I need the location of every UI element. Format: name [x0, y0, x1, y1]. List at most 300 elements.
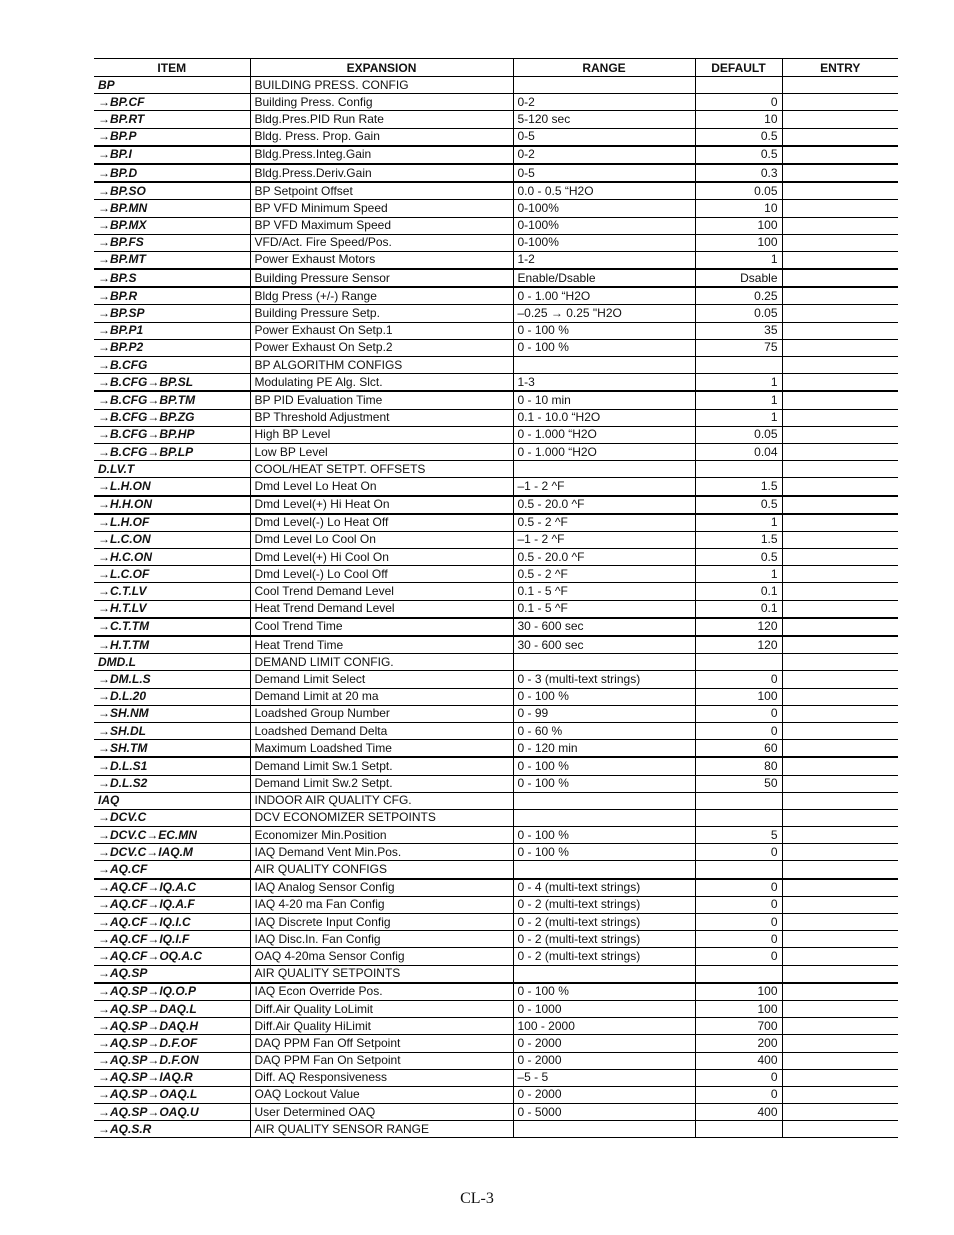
cell-entry[interactable]: [782, 409, 898, 426]
cell-expansion: IAQ Discrete Input Config: [250, 914, 513, 931]
cell-entry[interactable]: [782, 391, 898, 409]
table-row: [94, 965, 898, 983]
cell-item: →D.L.20: [94, 688, 250, 705]
cell-default: 1.5: [695, 531, 782, 548]
cell-expansion: Demand Limit Sw.2 Setpt.: [250, 775, 513, 792]
cell-item: →BP.P1: [94, 322, 250, 339]
cell-item: →AQ.CF→IQ.A.F: [94, 896, 250, 913]
cell-item: →B.CFG→BP.SL: [94, 374, 250, 392]
table-row: [94, 443, 898, 460]
cell-default: [695, 809, 782, 826]
table-row: [94, 1121, 898, 1138]
table-row: [94, 496, 898, 514]
cell-range: 0-100%: [513, 234, 695, 251]
cell-range: 0 - 100 %: [513, 757, 695, 775]
cell-range: 30 - 600 sec: [513, 636, 695, 654]
cell-entry[interactable]: [782, 426, 898, 443]
cell-item: →DM.L.S: [94, 671, 250, 688]
table-row: [94, 583, 898, 600]
cell-item: →H.T.TM: [94, 636, 250, 654]
cell-range: [513, 357, 695, 374]
cell-item: →AQ.CF→IQ.A.C: [94, 879, 250, 897]
cell-entry[interactable]: [782, 1018, 898, 1035]
cell-default: 5: [695, 827, 782, 844]
cell-entry[interactable]: [782, 792, 898, 809]
cell-expansion: BP Threshold Adjustment: [250, 409, 513, 426]
cell-entry[interactable]: [782, 566, 898, 583]
cell-range: 0 - 100 %: [513, 844, 695, 861]
cell-default: 120: [695, 636, 782, 654]
cell-entry[interactable]: [782, 618, 898, 636]
cell-range: 0-100%: [513, 200, 695, 217]
cell-expansion: Building Pressure Sensor: [250, 269, 513, 287]
cell-expansion: IAQ Demand Vent Min.Pos.: [250, 844, 513, 861]
cell-entry[interactable]: [782, 844, 898, 861]
cell-default: [695, 461, 782, 478]
cell-default: 100: [695, 217, 782, 234]
cell-range: Enable/Dsable: [513, 269, 695, 287]
cell-range: 0 - 120 min: [513, 740, 695, 758]
cell-item: →BP.S: [94, 269, 250, 287]
cell-default: 0: [695, 1086, 782, 1103]
cell-expansion: Dmd Level Lo Cool On: [250, 531, 513, 548]
cell-entry[interactable]: [782, 128, 898, 146]
cell-expansion: Demand Limit Select: [250, 671, 513, 688]
cell-entry[interactable]: [782, 164, 898, 182]
cell-expansion: COOL/HEAT SETPT. OFFSETS: [250, 461, 513, 478]
cell-entry[interactable]: [782, 443, 898, 460]
cell-entry[interactable]: [782, 514, 898, 532]
cell-entry[interactable]: [782, 77, 898, 94]
cell-default: [695, 357, 782, 374]
cell-entry[interactable]: [782, 269, 898, 287]
cell-entry[interactable]: [782, 200, 898, 217]
cell-expansion: Power Exhaust On Setp.2: [250, 339, 513, 356]
cell-expansion: Bldg. Press. Prop. Gain: [250, 128, 513, 146]
cell-expansion: Building Press. Config: [250, 94, 513, 111]
table-row: [94, 896, 898, 913]
cell-default: 0: [695, 705, 782, 722]
cell-entry[interactable]: [782, 461, 898, 478]
cell-default: 0: [695, 879, 782, 897]
cell-item: →B.CFG→BP.ZG: [94, 409, 250, 426]
page-number: CL-3: [460, 1190, 494, 1207]
table-row: [94, 809, 898, 826]
cell-range: 0 - 1.00 “H2O: [513, 287, 695, 305]
table-row: [94, 217, 898, 234]
cell-expansion: Bldg.Press.Deriv.Gain: [250, 164, 513, 182]
cell-default: 1: [695, 374, 782, 392]
cell-expansion: Loadshed Demand Delta: [250, 722, 513, 739]
cell-entry[interactable]: [782, 305, 898, 322]
cell-item: →L.C.OF: [94, 566, 250, 583]
cell-expansion: OAQ Lockout Value: [250, 1086, 513, 1103]
table-row: [94, 77, 898, 94]
table-row: [94, 287, 898, 305]
table-row: [94, 844, 898, 861]
cell-default: 0.05: [695, 426, 782, 443]
table-row: [94, 461, 898, 478]
cell-entry[interactable]: [782, 671, 898, 688]
cell-item: →AQ.SP→IQ.O.P: [94, 983, 250, 1001]
cell-entry[interactable]: [782, 94, 898, 111]
cell-entry[interactable]: [782, 861, 898, 879]
cell-default: [695, 861, 782, 879]
table-row: [94, 251, 898, 269]
cell-entry[interactable]: [782, 879, 898, 897]
cell-entry[interactable]: [782, 896, 898, 913]
header-entry: ENTRY: [782, 59, 898, 77]
cell-range: 0 - 2 (multi-text strings): [513, 896, 695, 913]
cell-item: →L.H.ON: [94, 478, 250, 496]
table-row: [94, 409, 898, 426]
cell-default: 60: [695, 740, 782, 758]
cell-entry[interactable]: [782, 965, 898, 983]
cell-default: [695, 1121, 782, 1138]
cell-entry[interactable]: [782, 705, 898, 722]
cell-item: →BP.D: [94, 164, 250, 182]
cell-range: [513, 965, 695, 983]
cell-entry[interactable]: [782, 654, 898, 671]
cell-entry[interactable]: [782, 948, 898, 965]
table-row: [94, 269, 898, 287]
cell-range: 0 - 2 (multi-text strings): [513, 914, 695, 931]
cell-range: [513, 77, 695, 94]
cell-entry[interactable]: [782, 1052, 898, 1069]
cell-entry[interactable]: [782, 636, 898, 654]
header-expansion: EXPANSION: [250, 59, 513, 77]
cell-entry[interactable]: [782, 809, 898, 826]
cell-entry[interactable]: [782, 1069, 898, 1086]
cell-item: →D.L.S2: [94, 775, 250, 792]
cell-default: 0.1: [695, 600, 782, 618]
cell-expansion: BP Setpoint Offset: [250, 182, 513, 200]
cell-range: –1 - 2 ^F: [513, 531, 695, 548]
cell-default: 200: [695, 1035, 782, 1052]
cell-entry[interactable]: [782, 1104, 898, 1121]
cell-entry[interactable]: [782, 478, 898, 496]
table-row: [94, 722, 898, 739]
cell-item: D.LV.T: [94, 461, 250, 478]
table-row: [94, 305, 898, 322]
cell-default: 0.3: [695, 164, 782, 182]
cell-item: →BP.MN: [94, 200, 250, 217]
cell-range: 100 - 2000: [513, 1018, 695, 1035]
cell-expansion: Bldg.Pres.PID Run Rate: [250, 111, 513, 128]
cell-default: 0: [695, 914, 782, 931]
cell-expansion: IAQ Analog Sensor Config: [250, 879, 513, 897]
cell-range: 1-3: [513, 374, 695, 392]
cell-range: –0.25 → 0.25 "H2O: [513, 305, 695, 322]
cell-item: →AQ.S.R: [94, 1121, 250, 1138]
cell-item: DMD.L: [94, 654, 250, 671]
table-row: [94, 1035, 898, 1052]
cell-range: 0-2: [513, 146, 695, 164]
cell-item: →AQ.SP→IAQ.R: [94, 1069, 250, 1086]
cell-default: 0: [695, 896, 782, 913]
cell-default: 80: [695, 757, 782, 775]
cell-entry[interactable]: [782, 931, 898, 948]
cell-item: →H.H.ON: [94, 496, 250, 514]
cell-item: →B.CFG: [94, 357, 250, 374]
table-row: [94, 111, 898, 128]
table-row: [94, 339, 898, 356]
table-row: [94, 1018, 898, 1035]
cell-entry[interactable]: [782, 1000, 898, 1017]
cell-entry[interactable]: [782, 234, 898, 251]
cell-expansion: Dmd Level Lo Heat On: [250, 478, 513, 496]
cell-default: 100: [695, 983, 782, 1001]
cell-range: 0 - 1.000 “H2O: [513, 443, 695, 460]
table-row: [94, 200, 898, 217]
table-row: [94, 549, 898, 566]
cell-range: [513, 861, 695, 879]
cell-item: IAQ: [94, 792, 250, 809]
cell-entry[interactable]: [782, 374, 898, 392]
cell-range: [513, 809, 695, 826]
table-row: [94, 740, 898, 758]
cell-entry[interactable]: [782, 182, 898, 200]
cell-range: 0 - 2000: [513, 1052, 695, 1069]
header-range: RANGE: [513, 59, 695, 77]
cell-default: 0.5: [695, 496, 782, 514]
table-row: [94, 861, 898, 879]
table-row: [94, 827, 898, 844]
cell-range: 1-2: [513, 251, 695, 269]
cell-entry[interactable]: [782, 1121, 898, 1138]
cell-entry[interactable]: [782, 775, 898, 792]
cell-entry[interactable]: [782, 531, 898, 548]
cell-entry[interactable]: [782, 1035, 898, 1052]
table-row: [94, 1052, 898, 1069]
cell-entry[interactable]: [782, 217, 898, 234]
table-row: [94, 705, 898, 722]
table-row: [94, 757, 898, 775]
cell-entry[interactable]: [782, 722, 898, 739]
config-table: [94, 58, 898, 1138]
cell-range: 0.1 - 5 ^F: [513, 600, 695, 618]
cell-item: →D.L.S1: [94, 757, 250, 775]
cell-range: 0 - 5000: [513, 1104, 695, 1121]
cell-default: 0: [695, 671, 782, 688]
table-row: [94, 618, 898, 636]
cell-expansion: Diff. AQ Responsiveness: [250, 1069, 513, 1086]
cell-range: 0 - 100 %: [513, 983, 695, 1001]
cell-entry[interactable]: [782, 740, 898, 758]
table-row: [94, 914, 898, 931]
table-row: [94, 146, 898, 164]
table-row: [94, 775, 898, 792]
cell-range: 0 - 100 %: [513, 322, 695, 339]
cell-default: 0: [695, 844, 782, 861]
cell-expansion: Power Exhaust Motors: [250, 251, 513, 269]
cell-expansion: IAQ 4-20 ma Fan Config: [250, 896, 513, 913]
cell-range: 0 - 4 (multi-text strings): [513, 879, 695, 897]
cell-item: →AQ.SP→OAQ.L: [94, 1086, 250, 1103]
cell-expansion: INDOOR AIR QUALITY CFG.: [250, 792, 513, 809]
cell-entry[interactable]: [782, 914, 898, 931]
header-row: [94, 59, 898, 77]
cell-default: 0.05: [695, 305, 782, 322]
cell-expansion: DCV ECONOMIZER SETPOINTS: [250, 809, 513, 826]
cell-entry[interactable]: [782, 583, 898, 600]
cell-expansion: Demand Limit at 20 ma: [250, 688, 513, 705]
table-row: [94, 322, 898, 339]
cell-default: 100: [695, 234, 782, 251]
cell-item: →BP.P: [94, 128, 250, 146]
cell-entry[interactable]: [782, 339, 898, 356]
cell-item: →AQ.CF→IQ.I.F: [94, 931, 250, 948]
cell-item: →BP.FS: [94, 234, 250, 251]
cell-expansion: Diff.Air Quality LoLimit: [250, 1000, 513, 1017]
cell-default: 0.04: [695, 443, 782, 460]
cell-default: 1: [695, 514, 782, 532]
table-row: [94, 792, 898, 809]
cell-entry[interactable]: [782, 322, 898, 339]
cell-expansion: Cool Trend Demand Level: [250, 583, 513, 600]
table-row: [94, 879, 898, 897]
cell-expansion: Loadshed Group Number: [250, 705, 513, 722]
cell-default: 120: [695, 618, 782, 636]
cell-entry[interactable]: [782, 357, 898, 374]
cell-entry[interactable]: [782, 1086, 898, 1103]
cell-default: 0.5: [695, 549, 782, 566]
cell-default: 0: [695, 948, 782, 965]
cell-default: 0: [695, 722, 782, 739]
cell-entry[interactable]: [782, 146, 898, 164]
cell-entry[interactable]: [782, 111, 898, 128]
cell-entry[interactable]: [782, 496, 898, 514]
cell-range: 0 - 2 (multi-text strings): [513, 931, 695, 948]
cell-item: →L.C.ON: [94, 531, 250, 548]
cell-expansion: User Determined OAQ: [250, 1104, 513, 1121]
cell-entry[interactable]: [782, 688, 898, 705]
table-row: [94, 391, 898, 409]
cell-expansion: AIR QUALITY SETPOINTS: [250, 965, 513, 983]
cell-default: [695, 77, 782, 94]
cell-default: 75: [695, 339, 782, 356]
cell-range: 0 - 100 %: [513, 339, 695, 356]
cell-item: →BP.MT: [94, 251, 250, 269]
cell-entry[interactable]: [782, 757, 898, 775]
cell-item: →AQ.SP→DAQ.H: [94, 1018, 250, 1035]
cell-range: 0.5 - 20.0 ^F: [513, 549, 695, 566]
cell-item: →SH.DL: [94, 722, 250, 739]
cell-item: →DCV.C: [94, 809, 250, 826]
cell-default: 400: [695, 1104, 782, 1121]
cell-range: 0 - 1.000 “H2O: [513, 426, 695, 443]
cell-default: 1: [695, 251, 782, 269]
cell-range: [513, 654, 695, 671]
table-row: [94, 688, 898, 705]
cell-default: 1: [695, 409, 782, 426]
cell-default: 400: [695, 1052, 782, 1069]
cell-expansion: IAQ Disc.In. Fan Config: [250, 931, 513, 948]
table-row: [94, 478, 898, 496]
table-row: [94, 514, 898, 532]
cell-entry[interactable]: [782, 549, 898, 566]
cell-default: 1.5: [695, 478, 782, 496]
table-row: [94, 654, 898, 671]
cell-range: 0 - 1000: [513, 1000, 695, 1017]
cell-expansion: Economizer Min.Position: [250, 827, 513, 844]
cell-entry[interactable]: [782, 251, 898, 269]
cell-range: 0 - 99: [513, 705, 695, 722]
cell-default: 0.1: [695, 583, 782, 600]
cell-range: 0 - 2 (multi-text strings): [513, 948, 695, 965]
cell-expansion: Diff.Air Quality HiLimit: [250, 1018, 513, 1035]
cell-item: →AQ.SP→D.F.ON: [94, 1052, 250, 1069]
cell-range: 0.5 - 20.0 ^F: [513, 496, 695, 514]
cell-range: 0.0 - 0.5 “H2O: [513, 182, 695, 200]
cell-item: →DCV.C→EC.MN: [94, 827, 250, 844]
cell-item: BP: [94, 77, 250, 94]
cell-range: 0-5: [513, 164, 695, 182]
cell-item: →BP.I: [94, 146, 250, 164]
cell-range: 0 - 2000: [513, 1035, 695, 1052]
cell-expansion: Heat Trend Time: [250, 636, 513, 654]
cell-expansion: AIR QUALITY CONFIGS: [250, 861, 513, 879]
cell-item: →AQ.SP: [94, 965, 250, 983]
cell-expansion: Demand Limit Sw.1 Setpt.: [250, 757, 513, 775]
cell-item: →AQ.SP→OAQ.U: [94, 1104, 250, 1121]
cell-item: →BP.SP: [94, 305, 250, 322]
cell-expansion: High BP Level: [250, 426, 513, 443]
cell-default: 0.05: [695, 182, 782, 200]
cell-range: 0 - 100 %: [513, 827, 695, 844]
table-row: [94, 426, 898, 443]
cell-default: 0: [695, 931, 782, 948]
cell-item: →SH.TM: [94, 740, 250, 758]
cell-default: 50: [695, 775, 782, 792]
cell-expansion: DEMAND LIMIT CONFIG.: [250, 654, 513, 671]
cell-entry[interactable]: [782, 287, 898, 305]
cell-expansion: Dmd Level(-) Lo Cool Off: [250, 566, 513, 583]
cell-item: →C.T.LV: [94, 583, 250, 600]
cell-range: 0 - 2000: [513, 1086, 695, 1103]
header-item: ITEM: [94, 59, 250, 77]
cell-range: –1 - 2 ^F: [513, 478, 695, 496]
cell-expansion: Modulating PE Alg. Slct.: [250, 374, 513, 392]
cell-entry[interactable]: [782, 983, 898, 1001]
cell-range: 30 - 600 sec: [513, 618, 695, 636]
table-row: [94, 1069, 898, 1086]
cell-default: Dsable: [695, 269, 782, 287]
table-row: [94, 94, 898, 111]
cell-range: 0-100%: [513, 217, 695, 234]
cell-entry[interactable]: [782, 827, 898, 844]
cell-entry[interactable]: [782, 600, 898, 618]
table-row: [94, 164, 898, 182]
cell-item: →C.T.TM: [94, 618, 250, 636]
table-row: [94, 1086, 898, 1103]
cell-item: →AQ.CF→IQ.I.C: [94, 914, 250, 931]
cell-expansion: Dmd Level(+) Hi Cool On: [250, 549, 513, 566]
cell-expansion: OAQ 4-20ma Sensor Config: [250, 948, 513, 965]
cell-expansion: Maximum Loadshed Time: [250, 740, 513, 758]
cell-default: [695, 654, 782, 671]
cell-expansion: BP ALGORITHM CONFIGS: [250, 357, 513, 374]
cell-range: [513, 792, 695, 809]
cell-item: →BP.MX: [94, 217, 250, 234]
cell-range: 0-2: [513, 94, 695, 111]
table-row: [94, 128, 898, 146]
table-row: [94, 531, 898, 548]
cell-default: 1: [695, 566, 782, 583]
cell-default: 1: [695, 391, 782, 409]
cell-item: →AQ.CF: [94, 861, 250, 879]
table-row: [94, 600, 898, 618]
